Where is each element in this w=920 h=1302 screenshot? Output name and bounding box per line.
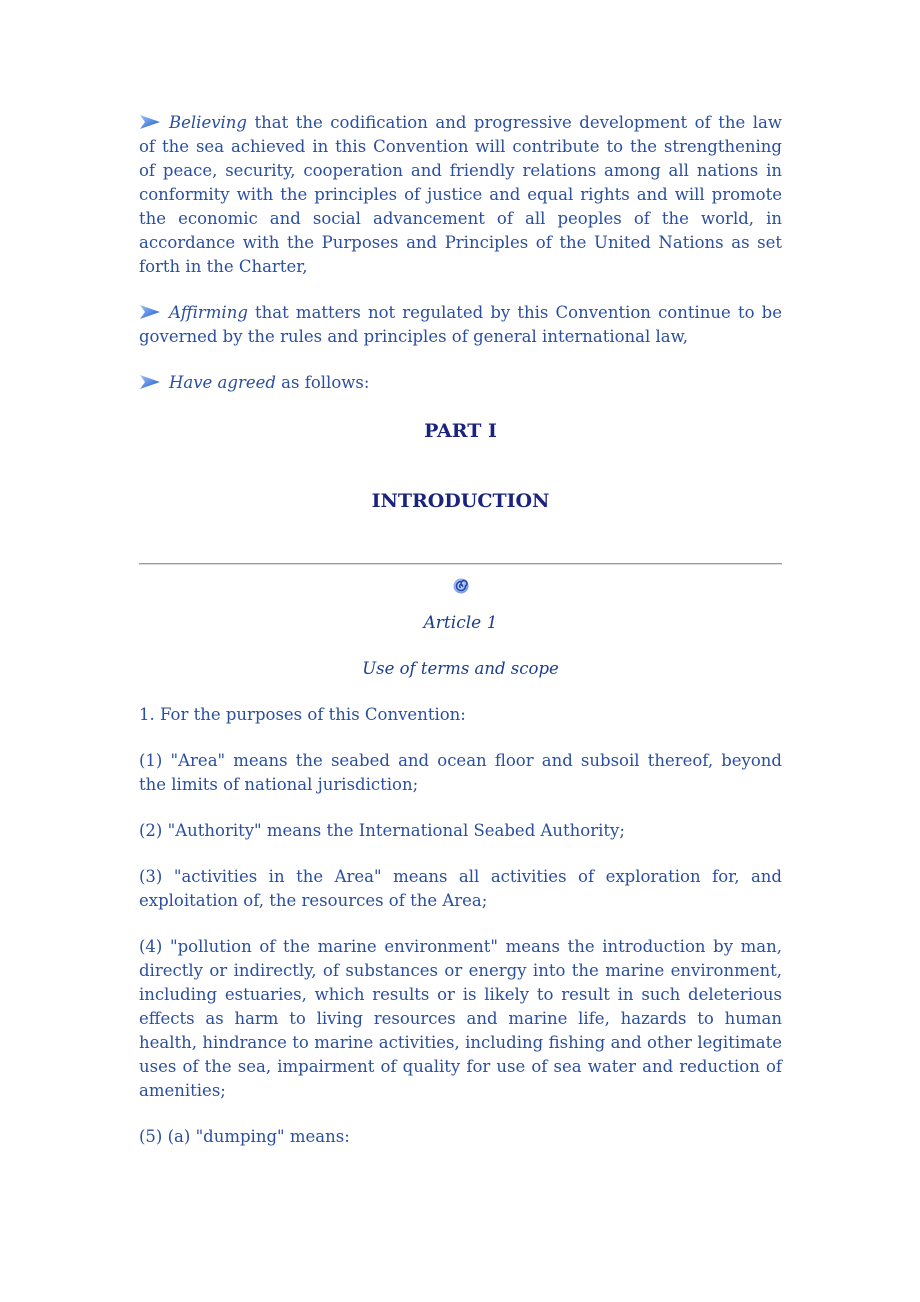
preamble-text: that matters not regulated by this Convention continue to be governed by the rules and principles of general international law,	[139, 303, 782, 346]
arrow-bullet-icon	[139, 304, 161, 320]
part-subtitle: INTRODUCTION	[371, 490, 550, 512]
swirl-ornament-icon	[452, 577, 470, 595]
article-paragraph: (2) "Authority" means the International Seabed Authority;	[139, 821, 625, 840]
preamble-lead: Affirming	[169, 303, 248, 322]
article-paragraph: 1. For the purposes of this Convention:	[139, 705, 466, 724]
article-paragraph: (4) "pollution of the marine environment" means the introduction by man, directly or indirectly, of substances or energy into the marine environment, including estuaries, which results or is likely to result in such deleterious effects as harm to living resources and marine life, hazards to human health, hindrance to marine activities, including fishing and other legitimate uses of the sea, impairment of quality for use of sea water and reduction of amenities;	[139, 937, 782, 1100]
preamble-believing	[139, 111, 782, 279]
preamble-lead: Have agreed	[169, 373, 276, 392]
arrow-bullet-icon	[139, 374, 161, 390]
preamble-lead: Believing	[169, 113, 247, 132]
preamble-text: as follows:	[275, 373, 370, 392]
article-title: Use of terms and scope	[362, 659, 559, 678]
article-paragraph: (3) "activities in the Area" means all activities of exploration for, and exploitation of, the resources of the Area;	[139, 867, 782, 910]
preamble-text: that the codification and progressive development of the law of the sea achieved in this Convention will contribute to the strengthening of peace, security, cooperation and friendly relations among all nations in conformity with the principles of justice and equal rights and will promote the economic and social advancement of all peoples of the world, in accordance with the Purposes and Principles of the United Nations as set forth in the Charter,	[139, 113, 782, 276]
article-paragraph: (5) (a) "dumping" means:	[139, 1127, 350, 1146]
preamble-affirming	[139, 301, 782, 349]
horizontal-divider	[139, 563, 782, 565]
article-number: Article 1	[423, 613, 498, 633]
preamble-agreed	[139, 371, 782, 395]
document-page	[139, 111, 782, 1171]
article-paragraph: (1) "Area" means the seabed and ocean floor and subsoil thereof, beyond the limits of national jurisdiction;	[139, 751, 782, 794]
arrow-bullet-icon	[139, 114, 161, 130]
part-title: PART I	[424, 420, 497, 442]
